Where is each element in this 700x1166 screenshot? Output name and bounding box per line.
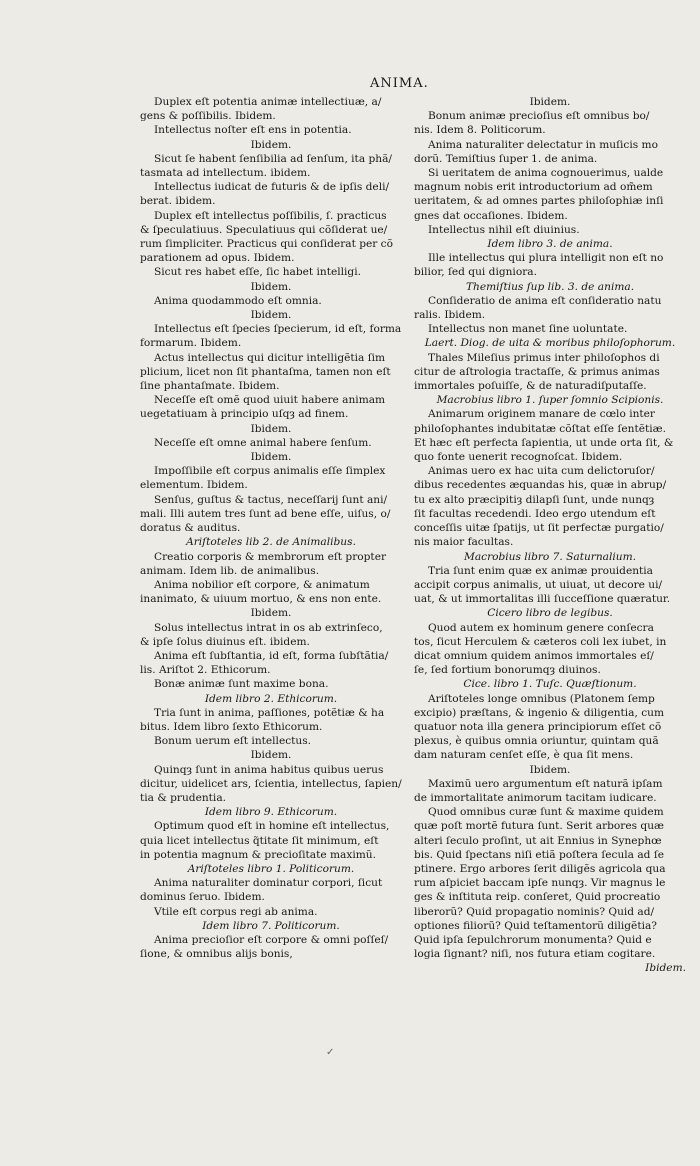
text-line: Tria ſunt in anima, paſſiones, potẽtiæ & ha (154, 706, 385, 719)
text-line: Ibidem. (250, 607, 292, 620)
text-line: Quinqȝ ſunt in anima habitus quibus uerus (154, 763, 384, 776)
text-line: Maximũ uero argumentum eſt naturã ipſam (428, 777, 663, 790)
text-line: mali. Illi autem tres ſunt ad bene eſſe, uiſus, o/ (140, 507, 391, 520)
text-line: Anima precioſior eſt corpore & omni poſſeſ/ (154, 933, 389, 946)
text-line: tos, ſicut Herculem & cæteros coli lex iubet, in (414, 635, 667, 648)
text-line: Optimum quod eſt in homine eſt intellectus, (154, 820, 390, 833)
text-line: dicat omnium quidem animos immortales eſ/ (414, 649, 654, 662)
text-line: quatuor nota illa genera principiorum eſſet cõ (414, 720, 662, 733)
text-line: elementum. Ibidem. (140, 479, 248, 492)
text-line: Creatio corporis & membrorum eſt propter (154, 550, 387, 563)
text-line: alteri ſeculo proſint, ut ait Ennius in Synephœ (414, 834, 662, 847)
text-line: logia ſignant? niſi, nos futura etiam cogitare. (414, 948, 656, 961)
text-line: bitus. Idem libro ſexto Ethicorum. (140, 720, 323, 733)
text-line: ptinere. Ergo arbores ſerit diligẽs agricola qua (414, 862, 666, 875)
text-line: Si ueritatem de anima cognouerimus, ualde (428, 167, 664, 180)
text-line: rum aſpiciet baccam ipſe nunqȝ. Vir magnus le (414, 877, 666, 890)
text-line: dorũ. Temiſtius ſuper 1. de anima. (414, 152, 598, 165)
text-line: ueritatem, & ad omnes partes philoſophiæ inſi (414, 195, 664, 208)
text-line: quæ poſt mortẽ futura ſunt. Serit arbores quæ (414, 820, 664, 833)
left-column (140, 95, 402, 961)
text-line: Intellectus iudicat de futuris & de ipſis deli/ (154, 181, 390, 194)
text-line: Anima naturaliter dominatur corpori, ſicut (154, 877, 383, 890)
text-line: gnes dat occaſiones. Ibidem. (414, 209, 568, 222)
text-line: tia & prudentia. (140, 791, 226, 804)
text-line: quia licet intellectus q̃titate ſit minimum, eſt (140, 834, 379, 847)
text-line: gens & poſſibilis. Ibidem. (140, 110, 276, 123)
text-line: excipio) præſtans, & ingenio & diligentia, cum (414, 706, 665, 719)
text-line: berat. ibidem. (140, 195, 216, 208)
text-line: Macrobius libro 7. Saturnalium. (463, 550, 637, 563)
text-line: Idem libro 2. Ethicorum. (204, 692, 338, 705)
text-line: Quod autem ex hominum genere conſecra (428, 621, 654, 634)
text-line: Bonum uerum eſt intellectus. (154, 735, 312, 748)
text-line: parationem ad opus. Ibidem. (140, 252, 295, 265)
text-line: formarum. Ibidem. (140, 337, 242, 350)
text-line: Ariſtoteles lib 2. de Animalibus. (186, 536, 356, 549)
text-line: Laert. Diog. de uita & moribus philoſophorum. (424, 337, 676, 350)
text-line: & ſpeculatiuus. Speculatiuus qui cõſiderat ue/ (140, 223, 388, 236)
text-line: tasmata ad intellectum. ibidem. (140, 167, 311, 180)
text-line: uat, & ut immortalitas illi ſucceſſione quæratur. (414, 593, 671, 606)
text-line: tu ex alto præcipitiȝ dilapſi ſunt, unde nunqȝ (414, 493, 655, 506)
text-line: accipit corpus animalis, ut uiuat, ut decore ui/ (414, 578, 663, 591)
text-line: ſe, ſed fortium bonorumqȝ diuinos. (414, 664, 601, 677)
text-line: Senſus, guſtus & tactus, neceſſarij ſunt ani/ (154, 493, 388, 506)
text-line: dibus recedentes æquandas his, quæ in abrup/ (414, 479, 667, 492)
text-line: Neceſſe eſt omẽ quod uiuit habere animam (154, 394, 386, 407)
text-line: Ibidem. (645, 962, 686, 975)
text-line: bis. Quid ſpectans niſi etiã poſtera ſecula ad ſe (414, 848, 665, 861)
text-line: Themiſtius ſup lib. 3. de anima. (465, 280, 635, 293)
text-line: Solus intellectus intrat in os ab extrinſeco, (154, 621, 383, 634)
text-line: philoſophantes indubitatæ cõſtat eſſe ſentẽtiæ. (414, 422, 666, 435)
text-line: animam. Idem lib. de animalibus. (140, 564, 320, 577)
text-line: Animas uero ex hac uita cum delictoruſor/ (428, 465, 655, 478)
text-line: liberorũ? Quid propagatio nominis? Quid ad/ (414, 905, 655, 918)
text-line: Ibidem. (250, 309, 292, 322)
text-line: ralis. Ibidem. (414, 309, 486, 322)
text-line: nis. Idem 8. Politicorum. (414, 124, 546, 137)
right-column (414, 95, 686, 976)
text-line: Quid ipſa ſepulchrorum monumenta? Quid e (414, 933, 652, 946)
text-line: Ibidem. (250, 280, 292, 293)
text-line: plexus, è quibus omnia oriuntur, quintam quã (414, 735, 659, 748)
running-header: ANIMA. (370, 76, 429, 91)
text-line: Cicero libro de legibus. (487, 607, 613, 620)
text-line: optiones filiorũ? Quid teſtamentorũ diligẽtia? (414, 919, 657, 932)
text-line: Thales Mileſius primus inter philoſophos di (428, 351, 660, 364)
text-line: Intellectus noſter eſt ens in potentia. (154, 124, 352, 137)
text-line: conceſſis uitæ ſpatijs, ut ſit perfectæ purgatio/ (414, 522, 664, 535)
text-line: Intellectus eſt ſpecies ſpecierum, id eſt, forma (154, 323, 402, 336)
text-line: dicitur, uidelicet ars, ſcientia, intellectus, ſapien/ (140, 777, 402, 790)
text-line: Anima nobilior eſt corpore, & animatum (154, 578, 370, 591)
text-line: Duplex eſt potentia animæ intellectiuæ, a/ (154, 96, 382, 108)
text-line: Intellectus nihil eſt diuinius. (428, 223, 580, 236)
text-line: ſione, & omnibus alijs bonis, (140, 948, 293, 961)
text-line: Et hæc eſt perfecta ſapientia, ut unde orta ſit, & (414, 436, 674, 449)
text-line: bilior, ſed qui digniora. (414, 266, 537, 279)
text-line: Neceſſe eſt omne animal habere ſenſum. (154, 436, 372, 449)
text-line: Cice. libro 1. Tuſc. Quæſtionum. (463, 678, 637, 691)
text-line: plicium, licet non ſit phantaſma, tamen non eſt (140, 365, 391, 378)
text-line: Tria ſunt enim quæ ex animæ prouidentia (428, 564, 653, 577)
text-line: Ibidem. (250, 451, 292, 464)
text-line: doratus & auditus. (140, 522, 241, 535)
text-line: nis maior facultas. (414, 536, 514, 549)
text-line: magnum nobis erit introductorium ad om̃em (414, 181, 653, 194)
text-line: dominus ſeruo. Ibidem. (140, 891, 265, 904)
text-line: lis. Ariſtot 2. Ethicorum. (140, 664, 271, 677)
text-line: immortales poſuiſſe, & de naturadiſputaſſe. (414, 380, 647, 393)
text-line: Animarum originem manare de cœlo inter (428, 408, 655, 421)
text-line: ſine phantaſmate. Ibidem. (140, 380, 280, 393)
text-line: citur de aſtrologia tractaſſe, & primus animas (414, 365, 660, 378)
text-line: Anima eſt ſubſtantia, id eſt, forma ſubſtãtia/ (154, 649, 389, 662)
text-line: uegetatiuam à principio uſqȝ ad finem. (140, 408, 349, 421)
text-line: Ibidem. (250, 422, 292, 435)
text-line: Vtile eſt corpus regi ab anima. (154, 905, 318, 918)
text-line: Ibidem. (529, 763, 571, 776)
text-line: Actus intellectus qui dicitur intelligẽtia ſim (154, 351, 386, 364)
text-line: in potentia magnum & precioſitate maximũ. (140, 848, 376, 861)
text-line: quo fonte uenerit recognoſcat. Ibidem. (414, 451, 623, 464)
text-line: Ibidem. (250, 138, 292, 151)
text-line: Impoſſibile eſt corpus animalis eſſe ſimplex (154, 465, 386, 478)
text-line: Ariſtoteles libro 1. Politicorum. (187, 862, 355, 875)
text-line: Ille intellectus qui plura intelligit non eſt no (428, 252, 664, 265)
text-line: Ibidem. (529, 96, 571, 108)
text-line: Ibidem. (250, 749, 292, 762)
text-line: Macrobius libro 1. ſuper ſomnio Scipionis. (436, 394, 664, 407)
text-line: Ariſtoteles longe omnibus (Platonem ſemp (428, 692, 655, 705)
text-line: Duplex eſt intellectus poſſibilis, ſ. practicus (154, 209, 387, 222)
text-line: dam naturam cenſet eſſe, è qua ſit mens. (414, 749, 634, 762)
text-line: Quod omnibus curæ ſunt & maxime quidem (428, 806, 664, 819)
text-line: ſit facultas recedendi. Ideo ergo utendum eſt (414, 507, 656, 520)
text-line: Intellectus non manet ſine uoluntate. (428, 323, 628, 336)
text-line: Anima naturaliter delectatur in muſicis mo (428, 138, 658, 151)
text-line: Sicut ſe habent ſenſibilia ad ſenſum, ita phã/ (154, 152, 392, 165)
footer-mark: ✓ (326, 1047, 335, 1058)
text-line: Bonum animæ precioſius eſt omnibus bo/ (428, 110, 650, 123)
text-line: ges & inſtituta reip. conſeret, Quid procreatio (414, 891, 661, 904)
text-line: Bonæ animæ ſunt maxime bona. (154, 678, 329, 691)
text-line: & ipſe ſolus diuinus eſt. ibidem. (140, 635, 310, 648)
text-line: Conſideratio de anima eſt conſideratio natu (428, 294, 662, 307)
text-line: Idem libro 3. de anima. (487, 238, 613, 251)
text-line: Sicut res habet eſſe, ſic habet intelligi. (154, 266, 361, 279)
text-line: de immortalitate animorum tacitam iudicare. (414, 791, 657, 804)
text-line: Idem libro 9. Ethicorum. (204, 806, 338, 819)
text-line: Idem libro 7. Politicorum. (202, 919, 340, 932)
text-line: rum ſimpliciter. Practicus qui conſiderat per cõ (140, 238, 393, 251)
text-line: inanimato, & uiuum mortuo, & ens non ente. (140, 593, 382, 606)
text-line: Anima quodammodo eſt omnia. (154, 294, 322, 307)
